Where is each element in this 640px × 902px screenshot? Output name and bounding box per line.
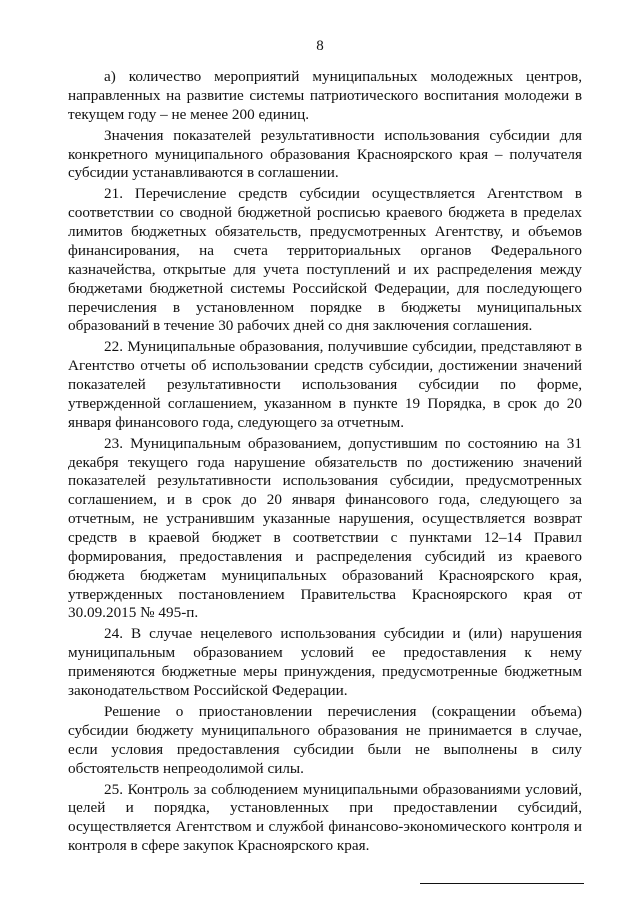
paragraph-indicator-values: Значения показателей результативности использования субсидии для конкретного муниципального образования Красноярского края – получателя субсидии устанавливаются в соглашении. bbox=[68, 126, 582, 182]
paragraph-22: 22. Муниципальные образования, получившие субсидии, представляют в Агентство отчеты об использовании средств субсидии, достижении значений показателей результативности использования субсидии по форме, утвержденной соглашением, указанном в пункте 19 Порядка, в срок до 20 января финансового года, следующего за отчетным. bbox=[68, 338, 582, 431]
paragraph-24: 24. В случае нецелевого использования субсидии и (или) нарушения муниципальным образованием условий ее предоставления к нему применяются бюджетные меры принуждения, предусмотренные бюджетным законодательством Российской Федерации. bbox=[68, 625, 582, 699]
paragraph-25: 25. Контроль за соблюдением муниципальными образованиями условий, целей и порядка, установленных при предоставлении субсидий, осуществляется Агентством и службой финансово-экономического контроля и контроля в сфере закупок Красноярского края. bbox=[68, 780, 582, 855]
document-body bbox=[68, 68, 582, 858]
paragraph-suspension-decision: Решение о приостановлении перечисления (сокращении объема) субсидии бюджету муниципального образования не принимается в случае, если условия предоставления субсидии были не выполнены в силу обстоятельств непреодолимой силы. bbox=[68, 702, 582, 777]
paragraph-23: 23. Муниципальным образованием, допустившим по состоянию на 31 декабря текущего года нарушение обязательств по достижению значений показателей результативности использования субсидии, предусмотренных соглашением, и в срок до 20 января финансового года, следующего за отчетным, не устранившим указанные нарушения, осуществляется возврат средств в краевой бюджет в соответствии с пунктами 12–14 Правил формирования, предоставления и распределения субсидий из краевого бюджета бюджетам муниципальных образований Красноярского края, утвержденных постановлением Правительства Красноярского края от 30.09.2015 № 495-п. bbox=[68, 434, 582, 622]
footer-rule bbox=[420, 883, 584, 884]
page-number: 8 bbox=[316, 38, 324, 54]
paragraph-item-a: а) количество мероприятий муниципальных молодежных центров, направленных на развитие системы патриотического воспитания молодежи в текущем году – не менее 200 единиц. bbox=[68, 68, 582, 123]
paragraph-21: 21. Перечисление средств субсидии осуществляется Агентством в соответствии со сводной бюджетной росписью краевого бюджета в пределах лимитов бюджетных обязательств, предусмотренных Агентству, и объемов финансирования, на счета территориальных органов Федерального казначейства, открытые для учета поступлений и их распределения между бюджетами бюджетной системы Российской Федерации, для последующего перечисления в установленном порядке в бюджеты муниципальных образований в течение 30 рабочих дней со дня заключения соглашения. bbox=[68, 185, 582, 335]
